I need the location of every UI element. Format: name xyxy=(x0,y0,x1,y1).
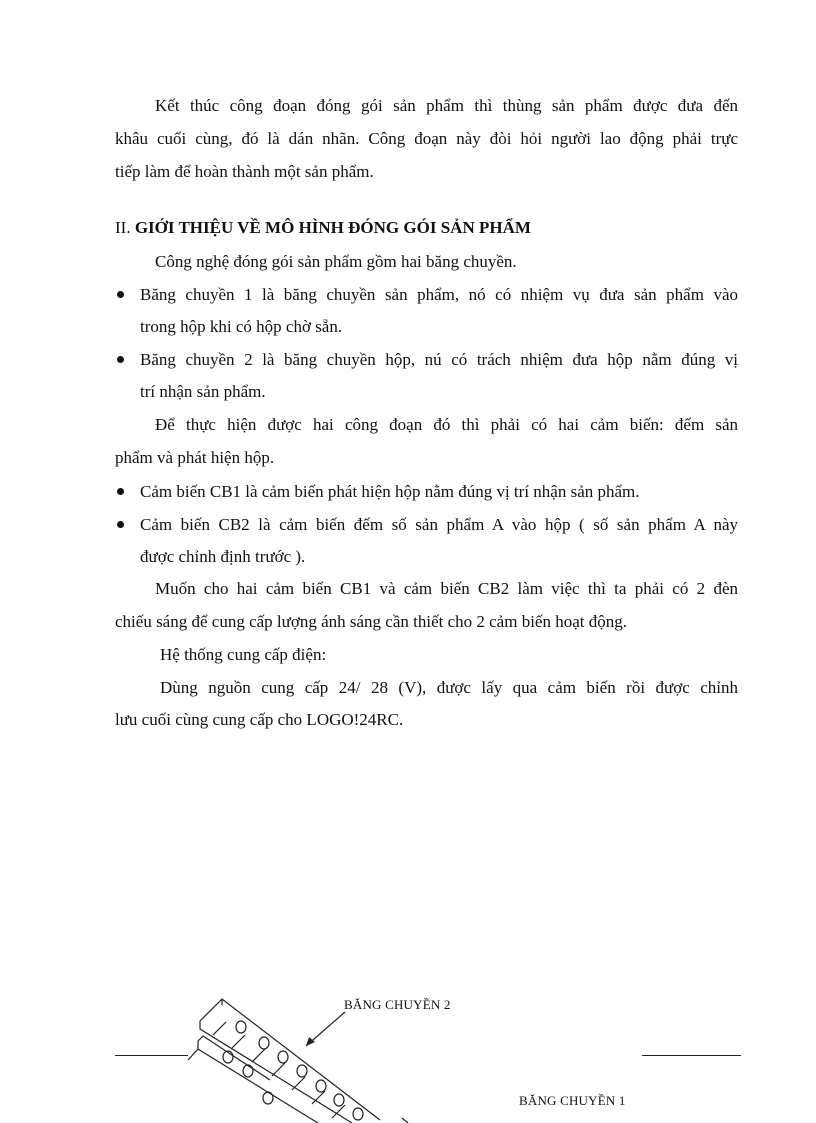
section-title: GIỚI THIỆU VỀ MÔ HÌNH ĐÓNG GÓI SẢN PHẨM xyxy=(134,218,531,237)
conveyor-1-line-2: trong hộp khi có hộp chờ sẵn. xyxy=(140,317,343,336)
section-number: II. xyxy=(115,218,131,237)
arrow-icon xyxy=(306,1037,315,1046)
intro-line-3: tiếp làm để hoàn thành một sản phẩm. xyxy=(115,162,374,181)
power-line-1: Dùng nguồn cung cấp 24/ 28 (V), được lấy qua cảm biến rồi được chỉnh xyxy=(160,678,738,697)
product-icon xyxy=(316,1080,326,1092)
product-icon xyxy=(334,1094,344,1106)
conveyor-2-top-edge xyxy=(200,999,380,1120)
conveyor-2-line-2: trí nhận sản phẩm. xyxy=(140,382,266,401)
sensor-cb2-line-1: Cảm biến CB2 là cảm biến đếm số sản phẩm A vào hộp ( số sản phẩm A này xyxy=(140,515,738,534)
intro-line-1: Kết thúc công đoạn đóng gói sản phẩm thì thùng sản phẩm được đưa đến xyxy=(155,96,738,115)
label-conveyor-1: BĂNG CHUYỀN 1 xyxy=(519,1093,626,1108)
sensor-cb1-line-1: Cảm biến CB1 là cảm biến phát hiện hộp nằm đúng vị trí nhận sản phẩm. xyxy=(140,482,640,501)
product-icon xyxy=(297,1065,307,1077)
conveyor-2-line-1: Băng chuyền 2 là băng chuyền hộp, nú có trách nhiệm đưa hộp nằm đúng vị xyxy=(140,350,738,369)
product-icon xyxy=(243,1065,253,1077)
product-icon xyxy=(278,1051,288,1063)
sensor-intro-line-2: phẩm và phát hiện hộp. xyxy=(115,448,275,467)
leader-line-1 xyxy=(402,1118,408,1123)
intro-line-2: khâu cuối cùng, đó là dán nhãn. Công đoạn này đòi hỏi người lao động phải trực xyxy=(115,129,738,148)
power-heading: Hệ thống cung cấp điện: xyxy=(160,645,327,664)
label-conveyor-2: BĂNG CHUYỀN 2 xyxy=(344,997,451,1012)
lighting-line-1: Muốn cho hai cảm biến CB1 và cảm biến CB2 làm việc thì ta phải có 2 đèn xyxy=(155,579,738,598)
tech-intro: Công nghệ đóng gói sản phẩm gồm hai băng chuyền. xyxy=(155,252,517,271)
product-icon xyxy=(259,1037,269,1049)
sensor-cb2-line-2: được chỉnh định trước ). xyxy=(140,547,306,566)
product-icon xyxy=(353,1108,363,1120)
power-line-2: lưu cuối cùng cung cấp cho LOGO!24RC. xyxy=(115,710,404,729)
product-icon xyxy=(263,1092,273,1104)
product-icon xyxy=(236,1021,246,1033)
lighting-line-2: chiếu sáng để cung cấp lượng ánh sáng cần thiết cho 2 cảm biến hoạt động. xyxy=(115,612,627,631)
conveyor-1-line-1: Băng chuyền 1 là băng chuyền sản phẩm, nó có nhiệm vụ đưa sản phẩm vào xyxy=(140,285,738,304)
sensor-intro-line-1: Để thực hiện được hai công đoạn đó thì phải có hai cảm biến: đếm sản xyxy=(155,415,738,434)
